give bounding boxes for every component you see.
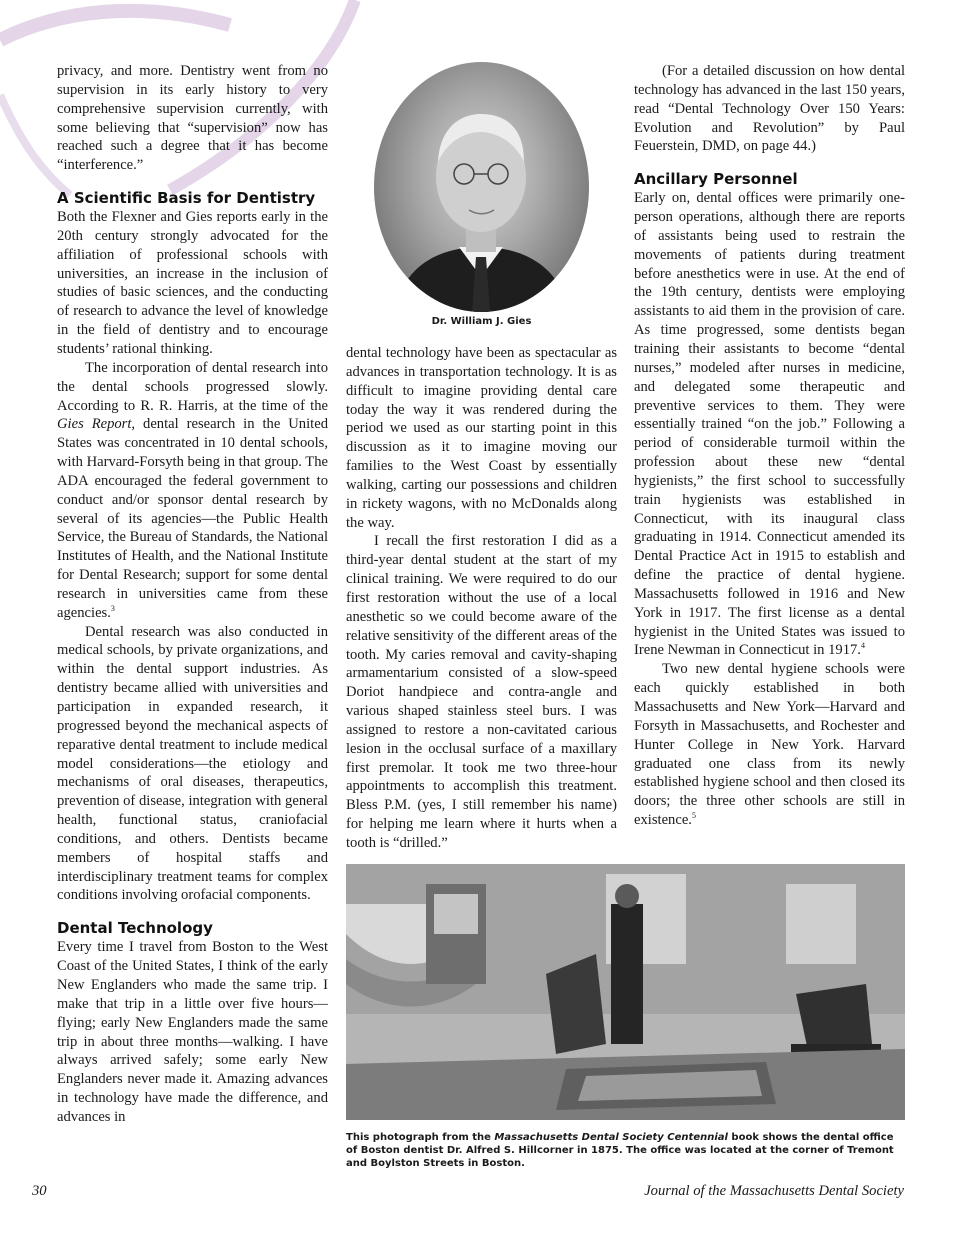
heading-dental-technology: Dental Technology (57, 919, 213, 938)
paragraph: dental technology have been as spectacular as advances in transportation technology. It is as difficult to imagine providing dental care today the way it was rendered during the period we used as our starting point in this discussion as it to imagine moving our families to the West Coast by essentially walking, carting our possessions and children in rickety wagons, with no McDonalds along the way. (346, 345, 617, 531)
heading-scientific-basis: A Scientific Basis for Dentistry (57, 189, 316, 208)
paragraph: (For a detailed discussion on how dental technology has advanced in the last 150 years, read “Dental Technology Over 150 Years: Evolution and Revolution” by Paul Feuerstein, DMD, on page 44.) (634, 63, 905, 155)
paragraph: privacy, and more. Dentistry went from no supervision in its early history to very comprehensive supervision currently, with some believing that “supervision” now has reached such a degree that it has become “interference.” (57, 63, 328, 174)
paragraph: Every time I travel from Boston to the West Coast of the United States, I think of the early New Englanders who made the same trip. I make that trip in a little over five hours—flying; early New Englanders made the same trip in about three months—walking. I have always arrived safely; some early New Englanders never made it. Amazing advances in technology have made the difference, and advances in (57, 939, 328, 1125)
dental-office-photo (346, 864, 905, 1120)
paragraph: Both the Flexner and Gies reports early in the 20th century strongly advocated for the affiliation of professional schools with universities, an increase in the inclusion of studies of basic sciences, and the conducting of research to advance the level of knowledge in the field of dentistry and to encourage students’ rational thinking. (57, 209, 328, 357)
paragraph: Early on, dental offices were primarily one-person operations, although there are reports of assistants being used to restrain the movements of patients during treatment before anesthetics were in use. At the end of the 19th century, dentists were employing assistants to aid them in the provision of care. As time progressed, some dentists began training their assistants to become “dental nurses,” modeled after nurses in medicine, and delegated some therapeutic and preventive services to them. They were essentially trained “on the job.” Following a period of considerable turmoil within the profession about these new “dental hygienists,” the first school to successfully train hygienists was established in Connecticut, with its inaugural class graduating in 1914. Connecticut amended its Dental Practice Act in 1915 to establish and define the practice of dental hygiene. Massachusetts followed in 1916 and New York in 1917. The first license as a dental hygienist in the United States was issued to Irene Newman in Connecticut in 1917.$^4$ (634, 190, 905, 659)
photo-caption: This photograph from the Massachusetts Dental Society Centennial book shows the dental office of Boston dentist Dr. Alfred S. Hillcorner in 1875. The office was located at the corner of Tremont and Boylston Streets in Boston. (346, 1132, 894, 1169)
journal-name: Journal of the Massachusetts Dental Society (644, 1183, 904, 1199)
italic-title: Gies Report (57, 416, 132, 433)
paragraph: The incorporation of dental research into the dental schools progressed slowly. According to R. R. Harris, at the time of the Gies Report, dental research in the United States was concentrated in 10 dental schools, with Harvard-Forsyth being in that group. The ADA encouraged the federal government to conduct and/or sponsor dental research by several of its agencies—the Public Health Service, the Bureau of Standards, the National Institutes of Health, and the National Institute for Dental Research; support for some dental research in universities came from these agencies.$^3$ (57, 359, 328, 621)
page-number: 30 (32, 1183, 47, 1199)
left-column (57, 62, 328, 1127)
portrait-caption: Dr. William J. Gies (431, 316, 532, 327)
reference-mark: 5 (691, 811, 696, 821)
middle-column (346, 344, 617, 853)
right-column (634, 62, 905, 830)
paragraph: Dental research was also conducted in medical schools, by private organizations, and within the dental support industries. As dentistry became allied with universities and participation in expanded research, it progressed beyond the mechanical aspects of reparative dental treatment to include medical model considerations—the etiology and mechanisms of oral diseases, therapeutics, prevention of disease, integration with general health, functional status, craniofacial conditions, and others. Dentists became members of hospital staffs and interdisciplinary treatment teams for complex conditions involving orofacial components. (57, 623, 328, 904)
dental-office-illustration (346, 864, 905, 1120)
portrait-photo (374, 62, 589, 312)
reference-mark: 4 (860, 641, 865, 651)
paragraph: I recall the first restoration I did as a third-year dental student at the start of my clinical training. We were required to do our first restoration without the use of a local anesthetic so we could become aware of the relative sensitivity of the different areas of the tooth. My caries removal and cavity-shaping armamentarium consisted of a slow-speed Doriot handpiece and contra-angle and various shaped stainless steel burs. I was assigned to restore a non-cavitated carious lesion in the occlusal surface of a maxillary first premolar. It took me two three-hour appointments to accomplish this treatment. Bless P.M. (yes, I still remember his name) for helping me learn where it hurts when a tooth is “drilled.” (346, 533, 617, 851)
portrait-illustration (374, 62, 589, 312)
heading-ancillary-personnel: Ancillary Personnel (634, 170, 798, 189)
paragraph: Two new dental hygiene schools were each quickly established in both Massachusetts and New York—Harvard and Forsyth in Massachusetts, and Rochester and Hunter College in New York. Harvard graduated one class from its newly established hygiene school and then closed its doors; the three other schools are still in existence.$^5$ (634, 661, 905, 829)
reference-mark: 3 (110, 603, 115, 613)
italic-title: Massachusetts Dental Society Centennial (494, 1132, 728, 1143)
